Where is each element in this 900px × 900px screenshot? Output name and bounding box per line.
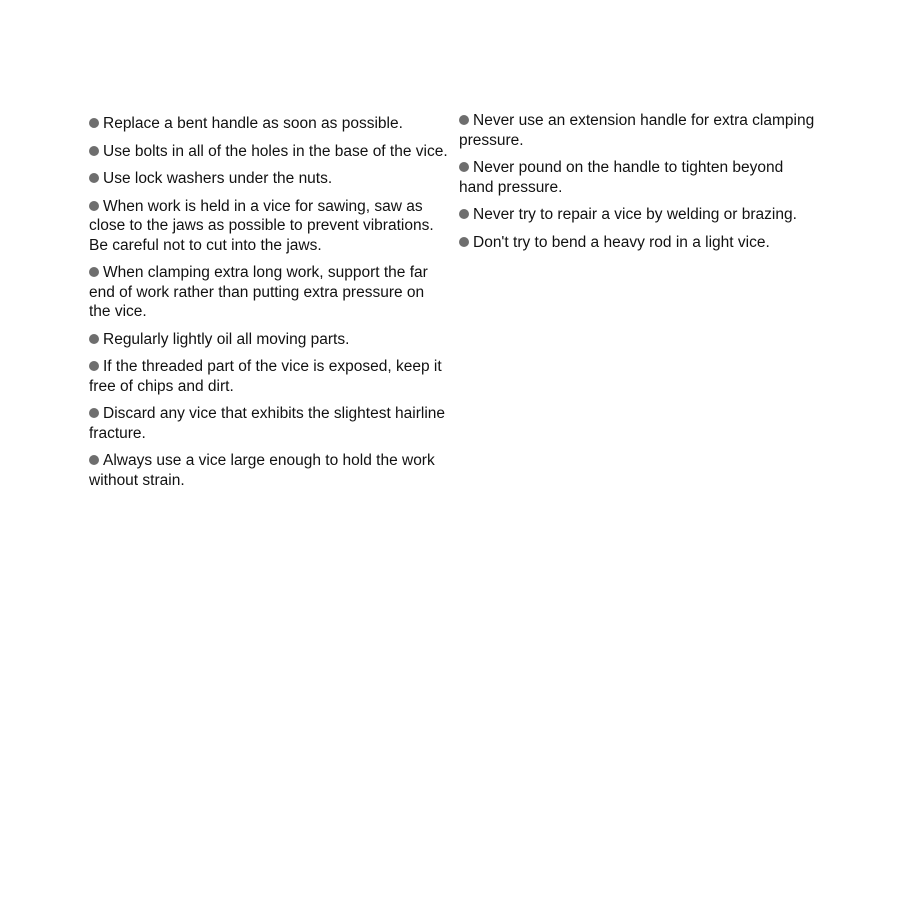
list-item-text: Use bolts in all of the holes in the base of the vice.	[103, 142, 448, 160]
list-item-text: Never pound on the handle to tighten beyond hand pressure.	[459, 159, 784, 196]
list-item	[89, 142, 449, 162]
list-item	[89, 330, 449, 350]
bullet-icon	[89, 146, 99, 156]
list-item	[89, 197, 449, 256]
list-item	[89, 357, 449, 396]
bullet-icon	[459, 115, 469, 125]
bullet-icon	[89, 334, 99, 344]
bullet-icon	[89, 361, 99, 371]
bullet-icon	[89, 267, 99, 277]
list-item-text: Replace a bent handle as soon as possible.	[103, 115, 403, 132]
list-item	[459, 205, 819, 225]
list-item-text: Don't try to bend a heavy rod in a light vice.	[473, 233, 770, 251]
list-item	[89, 451, 449, 490]
list-item-text: When work is held in a vice for sawing, saw as close to the jaws as possible to prevent vibrations. Be careful not to cut into the jaws.	[89, 197, 434, 254]
list-item-text: Never try to repair a vice by welding or brazing.	[473, 206, 797, 223]
list-item-text: Never use an extension handle for extra clamping pressure.	[459, 112, 815, 149]
list-item-text: Use lock washers under the nuts.	[103, 170, 333, 187]
list-item	[89, 169, 449, 189]
list-item	[89, 404, 449, 443]
bullet-icon	[89, 408, 99, 418]
bullet-icon	[89, 173, 99, 183]
list-item	[459, 158, 819, 197]
list-item-text: Regularly lightly oil all moving parts.	[103, 330, 350, 348]
list-item-text: If the threaded part of the vice is exposed, keep it free of chips and dirt.	[89, 358, 442, 395]
list-item	[89, 114, 449, 134]
list-item-text: Discard any vice that exhibits the slightest hairline fracture.	[89, 405, 446, 442]
right-safety-list	[459, 111, 819, 260]
left-safety-list	[89, 114, 449, 498]
bullet-icon	[459, 237, 469, 247]
bullet-icon	[89, 455, 99, 465]
bullet-icon	[459, 162, 469, 172]
bullet-icon	[89, 201, 99, 211]
bullet-icon	[459, 209, 469, 219]
list-item	[459, 233, 819, 253]
list-item-text: Always use a vice large enough to hold the work without strain.	[89, 452, 435, 489]
list-item-text: When clamping extra long work, support the far end of work rather than putting extra pressure on the vice.	[89, 264, 428, 320]
bullet-icon	[89, 118, 99, 128]
list-item	[459, 111, 819, 150]
list-item	[89, 263, 449, 322]
